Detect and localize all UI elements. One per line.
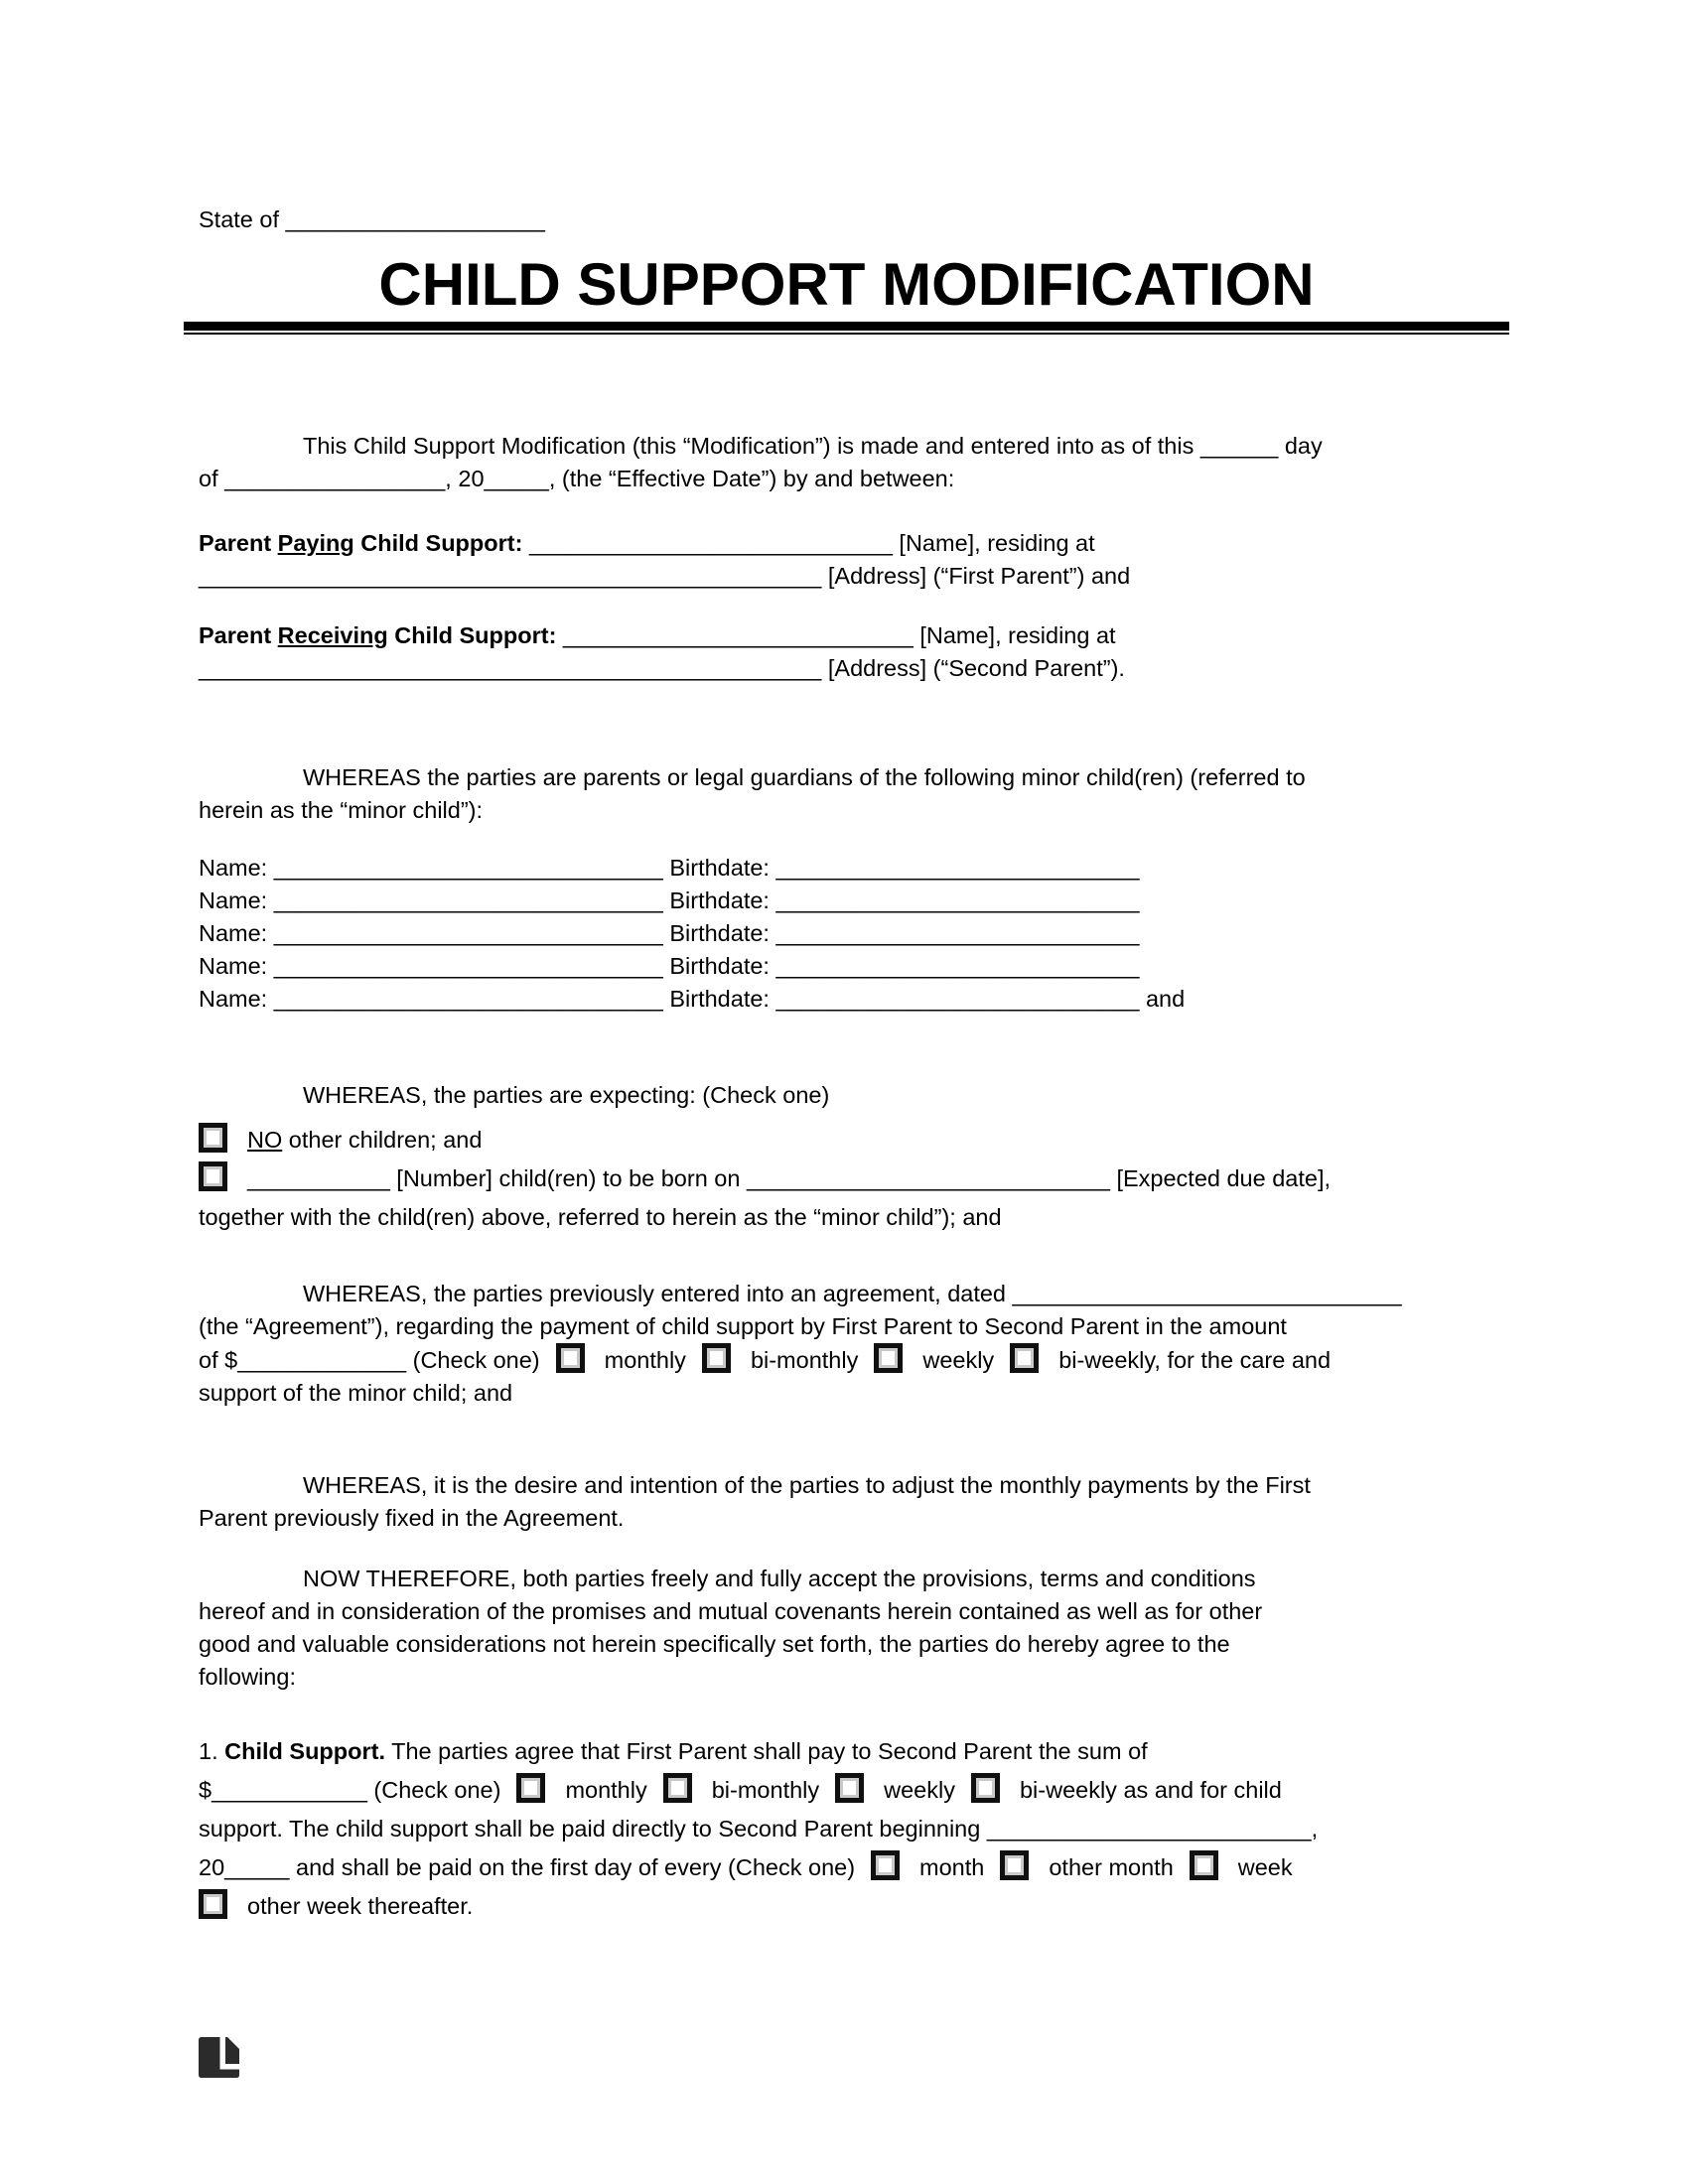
text-run: Child Support. <box>224 1738 386 1764</box>
text-run: Name: ______________________________ Birthdate: ____________________________ <box>199 855 1140 881</box>
text-run: NOW THEREFORE, both parties freely and fully accept the provisions, terms and conditions <box>303 1566 1256 1591</box>
text-run: Parent <box>199 530 278 556</box>
para-therefore <box>199 1563 1509 1694</box>
para-desire <box>199 1469 1509 1535</box>
checkbox[interactable] <box>971 1773 1000 1803</box>
text-run: Parent previously fixed in the Agreement. <box>199 1505 625 1531</box>
para-section1 <box>199 1732 1509 1926</box>
text-run: WHEREAS, the parties are expecting: (Check one) <box>303 1082 830 1108</box>
text-run: 1. <box>199 1738 225 1764</box>
text-run: Parent <box>199 622 278 648</box>
checkbox[interactable] <box>199 1123 227 1153</box>
text-run: other week thereafter. <box>247 1893 474 1919</box>
text-run: other children; and <box>282 1127 483 1153</box>
state-of-blank-field: ____________________ <box>285 206 545 232</box>
para-guardians <box>199 761 1509 827</box>
text-run: ________________________________________________ [Address] (“First Parent”) and <box>199 563 1131 589</box>
text-run: 20_____ and shall be paid on the first day of every (Check one) <box>199 1854 856 1880</box>
text-run: Name: ______________________________ Birthdate: ____________________________ <box>199 887 1140 913</box>
checkbox[interactable] <box>516 1773 545 1803</box>
text-run: weekly <box>884 1777 955 1803</box>
text-run: bi-weekly as and for child <box>1019 1777 1282 1803</box>
text-run: bi-monthly <box>711 1777 820 1803</box>
text-run: ________________________________________________ [Address] (“Second Parent”). <box>199 655 1125 681</box>
text-run: month <box>919 1854 985 1880</box>
text-run: support of the minor child; and <box>199 1380 513 1406</box>
text-run: WHEREAS, the parties previously entered into an agreement, dated ______________________________ <box>303 1281 1402 1306</box>
para-receiving <box>199 619 1509 685</box>
text-run: $____________ (Check one) <box>199 1777 501 1803</box>
checkbox[interactable] <box>702 1343 731 1373</box>
text-run: ___________ [Number] child(ren) to be born on ____________________________ [Expected due date], <box>247 1165 1332 1191</box>
text-run: good and valuable considerations not herein specifically set forth, the parties do hereby agree to the <box>199 1631 1230 1657</box>
text-run: of $_____________ (Check one) <box>199 1347 540 1373</box>
text-run: Name: ______________________________ Birthdate: ____________________________ <box>199 953 1140 979</box>
document-body <box>199 430 1509 1926</box>
text-run: monthly <box>604 1347 686 1373</box>
text-run: weekly <box>922 1347 995 1373</box>
checkbox[interactable] <box>199 1161 227 1191</box>
para-expecting-options <box>199 1121 1509 1237</box>
text-run: bi-weekly, for the care and <box>1058 1347 1332 1373</box>
text-run: support. The child support shall be paid directly to Second Parent beginning _________________________, <box>199 1816 1319 1842</box>
checkbox[interactable] <box>871 1850 900 1880</box>
state-of-line <box>199 204 1509 236</box>
text-run: WHEREAS, it is the desire and intention of the parties to adjust the monthly payments by the First <box>303 1472 1311 1498</box>
text-run: Child Support: <box>353 530 523 556</box>
checkbox[interactable] <box>1010 1343 1039 1373</box>
text-run: The parties agree that First Parent shall pay to Second Parent the sum of <box>385 1738 1148 1764</box>
document-title: CHILD SUPPORT MODIFICATION <box>378 251 1315 318</box>
text-run: NO <box>247 1127 283 1153</box>
text-run: week <box>1237 1854 1293 1880</box>
checkbox[interactable] <box>874 1343 903 1373</box>
text-run: Name: ______________________________ Birthdate: ____________________________ and <box>199 986 1186 1012</box>
text-run: Name: ______________________________ Birthdate: ____________________________ <box>199 920 1140 946</box>
checkbox[interactable] <box>835 1773 864 1803</box>
text-run: ____________________________ [Name], residing at <box>522 530 1095 556</box>
checkbox[interactable] <box>1190 1850 1218 1880</box>
text-run: other month <box>1049 1854 1174 1880</box>
text-run: together with the child(ren) above, referred to herein as the “minor child”); and <box>199 1204 1002 1230</box>
text-run: bi-monthly <box>750 1347 859 1373</box>
text-run: (the “Agreement”), regarding the payment of child support by First Parent to Second Parent in the amount <box>199 1313 1287 1339</box>
text-run: monthly <box>565 1777 647 1803</box>
checkbox[interactable] <box>199 1889 227 1919</box>
para-paying <box>199 527 1509 593</box>
text-run: hereof and in consideration of the promises and mutual covenants herein contained as well as for other <box>199 1598 1263 1624</box>
text-run: following: <box>199 1664 296 1690</box>
legal-templates-logo <box>199 2037 239 2078</box>
para-children <box>199 852 1509 1016</box>
text-run: Receiving <box>277 622 388 648</box>
text-run: of _________________, 20_____, (the “Effective Date”) by and between: <box>199 466 955 491</box>
para-expecting <box>199 1079 1509 1112</box>
checkbox[interactable] <box>663 1773 692 1803</box>
checkbox[interactable] <box>556 1343 585 1373</box>
text-run: herein as the “minor child”): <box>199 797 484 823</box>
checkbox[interactable] <box>1000 1850 1029 1880</box>
text-run: This Child Support Modification (this “Modification”) is made and entered into as of this ______ day <box>303 433 1323 459</box>
text-run: Child Support: <box>387 622 557 648</box>
state-of-label: State of <box>199 206 286 232</box>
text-run: WHEREAS the parties are parents or legal guardians of the following minor child(ren) (referred to <box>303 764 1306 790</box>
para-agreement <box>199 1278 1509 1410</box>
para-intro <box>199 430 1509 495</box>
text-run: ___________________________ [Name], residing at <box>556 622 1116 648</box>
title-rule <box>184 322 1509 335</box>
text-run: Paying <box>277 530 354 556</box>
